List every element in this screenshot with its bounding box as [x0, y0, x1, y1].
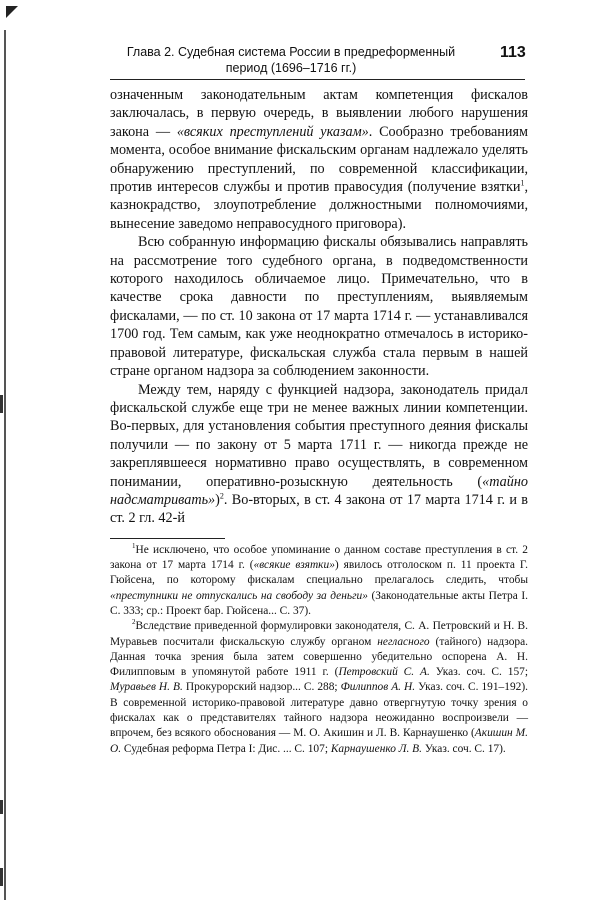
- margin-mark: [0, 395, 3, 413]
- footnote-ref-2: 2: [219, 491, 224, 501]
- paragraph-3: Между тем, наряду с функцией надзора, законодатель придал фискальской службе еще три не менее важных линии компетенции. Во-первых, для установления события преступного деяния фискалы получили — по закону от 5 марта 1711 г. — никогда прежде не закреплявшееся нормативно право осуществлять, в современном понимании, оперативно-розыскную деятельность («тайно надсматривать»)$^2$. Во-вторых, в ст. 4 закона от 17 марта 1714 г. и в ст. 2 гл. 42-й: [110, 381, 528, 527]
- chapter-title: [95, 44, 487, 76]
- footnote-mark: 1: [132, 541, 136, 550]
- footnote-2: $^2$Вследствие приведенной формулировки законодателя, С. А. Петровский и Н. В. Муравьев посчитали фискальскую службу органом негласного (тайного) надзора. Данная точка зрения была затем совершенно убедительно оспорена А. Н. Филипповым в упомянутой работе 1911 г. (Петровский С. А. Указ. соч. С. 157; Муравьев Н. В. Прокурорский надзор... С. 288; Филиппов А. Н. Указ. соч. С. 191–192). В современной историко-правовой литературе давно отвергнутую точку зрения о фискалах как о представителях тайного надзора неожиданно воспроизвели — впрочем, без всякого обоснования — М. О. Акишин и Л. В. Карнаушенко (Акишин М. О. Судебная реформа Петра I: Дис. ... С. 107; Карнаушенко Л. В. Указ. соч. С. 17).: [110, 618, 528, 755]
- margin-mark: [0, 800, 3, 814]
- margin-mark: [0, 868, 3, 886]
- paragraph-2: Всю собранную информацию фискалы обязывались направлять на рассмотрение того судебного органа, в подведомственности которого находилось обличаемое лицо. Примечательно, что в качестве срока давности по преступлениям, выявляемым фискалами, — по ст. 10 закона от 17 марта 1714 г. — устанавливался 1700 год. Тем самым, как уже неоднократно отмечалось в историко-правовой литературе, фискальская служба стала первым в нашей стране органом надзора за соблюдением законности.: [110, 234, 528, 380]
- quote: «тайно надсматривать»: [110, 473, 528, 508]
- chapter-title-line-2: период (1696–1716 гг.): [225, 61, 357, 75]
- quote: «всяких преступлений указам»: [176, 123, 369, 140]
- footnote-ref-1: 1: [520, 178, 525, 188]
- chapter-title-line-1: Глава 2. Судебная система России в предреформенный: [126, 45, 456, 59]
- footnote-separator: [110, 538, 225, 539]
- paragraph-1: означенным законодательным актам компетенция фискалов заключалась, в первую очередь, в выявлении любого нарушения закона — «всяких преступлений указам». Сообразно требованиям момента, особое внимание фискальским органам надлежало уделять обнаружению преступлений, по современной классификации, против интересов службы и против правосудия (получение взятки$^1$, казнокрадство, злоупотребление должностными полномочиями, вынесение заведомо неправосудного приговора).: [110, 87, 528, 232]
- footnote-1: $^1$Не исключено, что особое упоминание о данном составе преступления в ст. 2 закона от 17 марта 1714 г. («всякие взятки») явилось отголоском п. 11 проекта Г. Гюйсена, по которому фискалам специально прелагалось следить, чтобы «преступники не отпускались на свободу за деньги» (Законодательные акты Петра I. С. 333; ср.: Проект бар. Гюйсена... С. 37).: [110, 541, 528, 617]
- corner-mark: [6, 6, 18, 18]
- page-edge-line: [4, 30, 6, 900]
- footnote-mark: 2: [132, 618, 136, 627]
- main-text: [110, 86, 528, 757]
- page-number: 113: [500, 44, 526, 61]
- header-rule: [110, 79, 525, 80]
